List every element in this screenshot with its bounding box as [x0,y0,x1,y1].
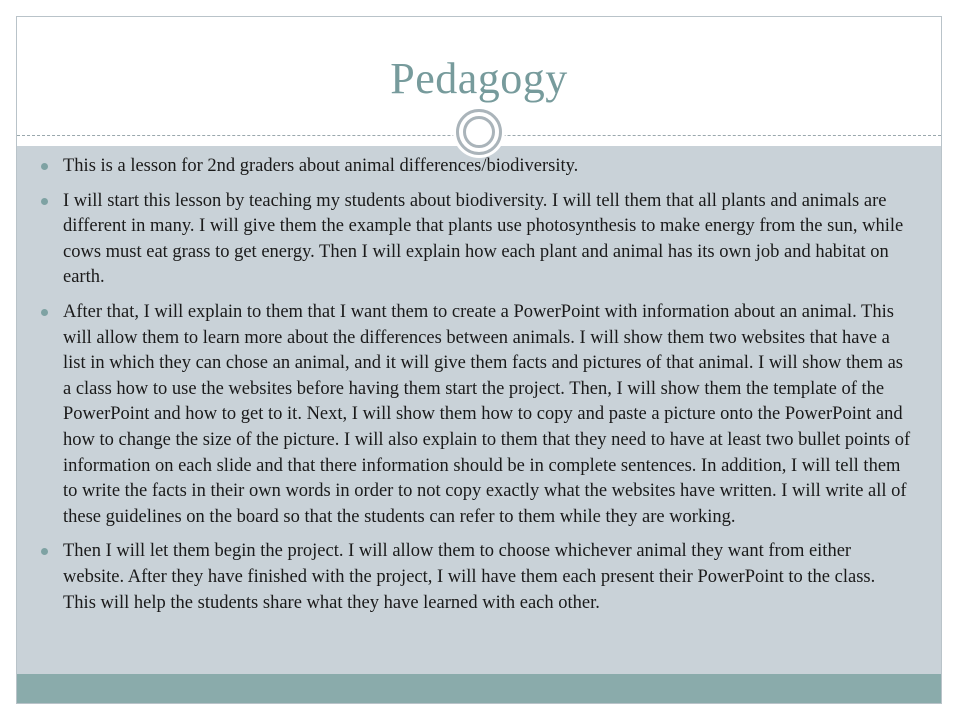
slide-title: Pedagogy [390,54,568,103]
bullet-text: I will start this lesson by teaching my students about biodiversity. I will tell them that all plants and animals are different in many. I will give them the example that plants use photosynthesis to make energy from the sun, while cows must eat grass to get energy. Then I will explain how each plant and animal has its own job and habitat on earth. [63,190,904,288]
bullet-text: Then I will let them begin the project. I will allow them to choose whichever animal they want from either website. After they have finished with the project, I will have them each present their PowerPoint to the class. This will help the students share what they have learned with each other. [63,541,876,613]
bullet-dot-icon [41,198,48,205]
circle-ornament-icon [456,109,502,155]
bullet-item [41,189,911,291]
bullet-dot-icon [41,163,48,170]
bullet-text: This is a lesson for 2nd graders about animal differences/biodiversity. [63,156,579,176]
slide [16,16,942,704]
bullet-dot-icon [41,548,48,555]
bullet-item [41,300,911,530]
bullet-item [41,539,911,616]
bullet-list [41,154,911,625]
bullet-item [41,154,911,180]
circle-ornament-inner [463,116,495,148]
bullet-dot-icon [41,309,48,316]
bullet-text: After that, I will explain to them that I want them to create a PowerPoint with information about an animal. This will allow them to learn more about the differences between animals. I will show them two websites that have a list in which they can chose an animal, and it will give them facts and pictures of that animal. I will show them as a class how to use the websites before having them start the project. Then, I will show them the template of the PowerPoint and how to get to it. Next, I will show them how to copy and paste a picture onto the PowerPoint and how to change the size of the picture. I will also explain to them that they need to have at least two bullet points of information on each slide and that there information should be in complete sentences. In addition, I will tell them to write the facts in their own words in order to not copy exactly what the websites have written. I will write all of these guidelines on the board so that the students can refer to them while they are working. [63,301,911,527]
footer-band [17,674,941,704]
